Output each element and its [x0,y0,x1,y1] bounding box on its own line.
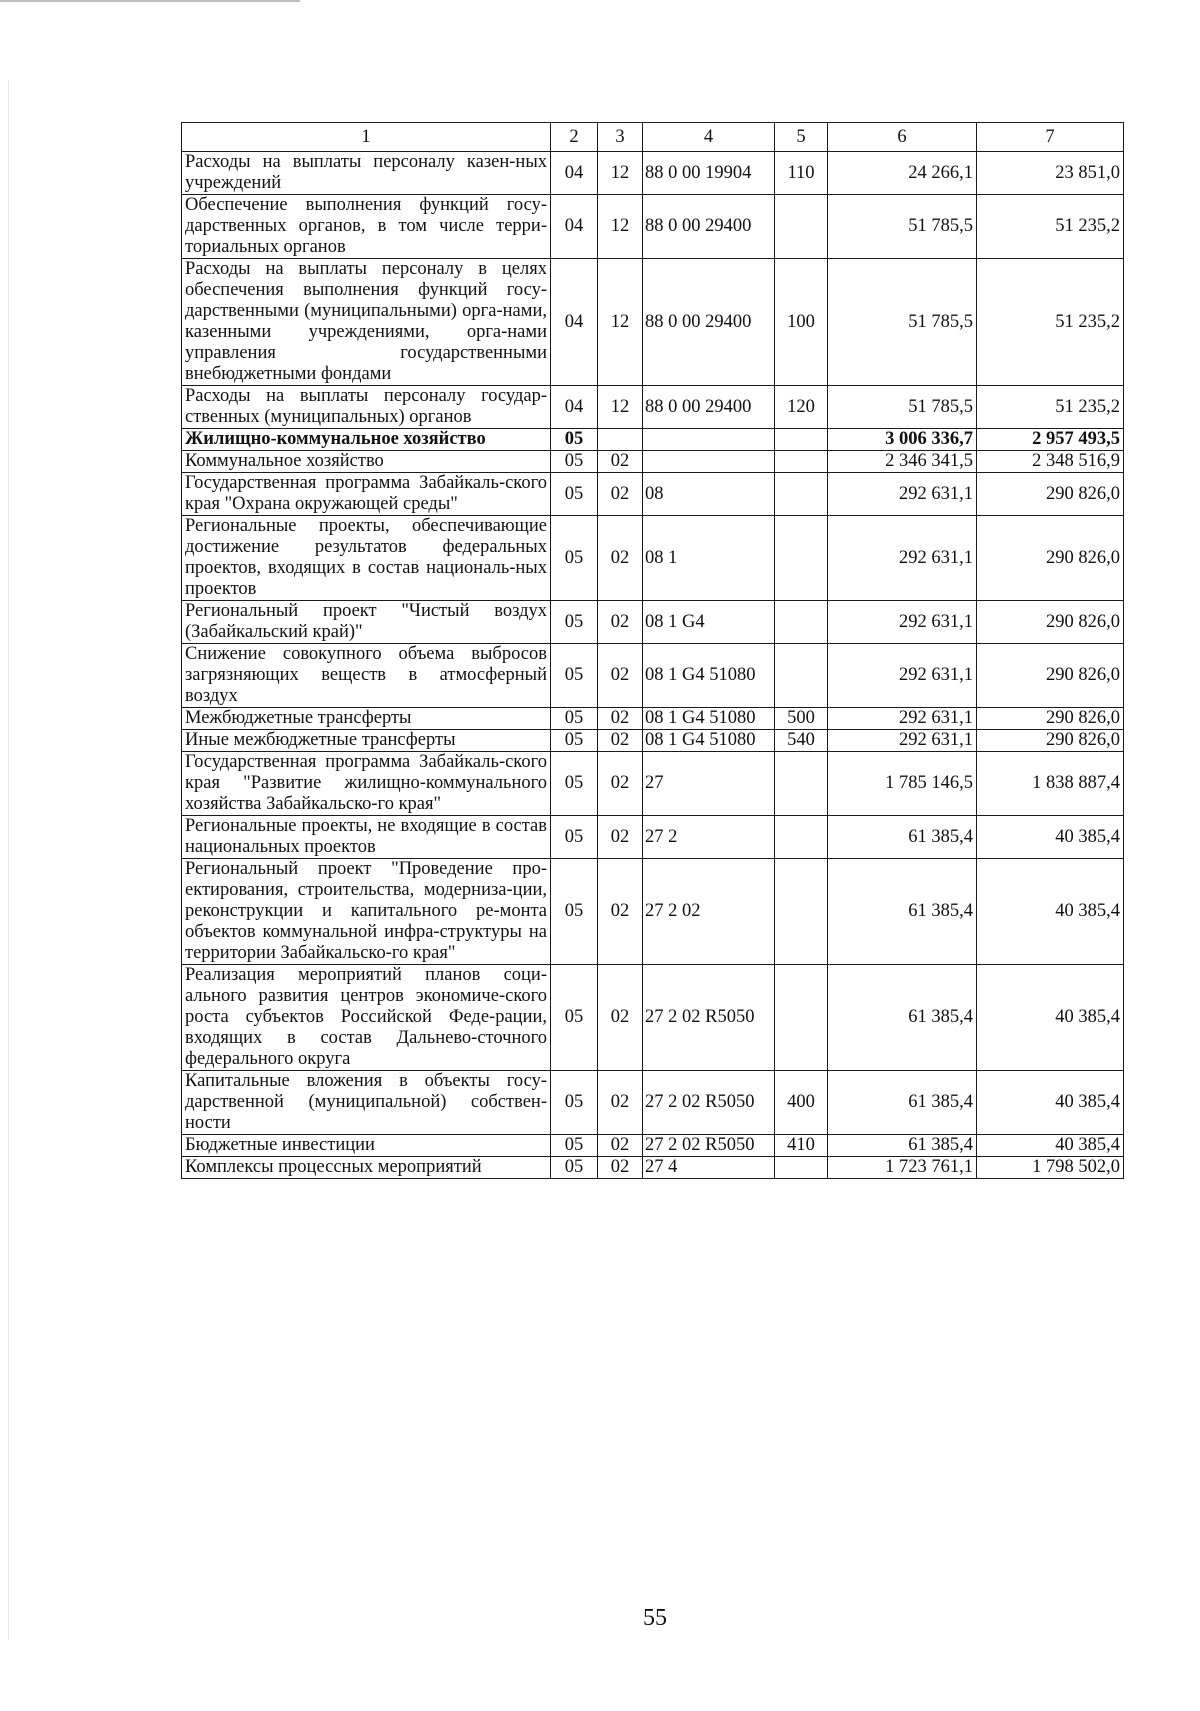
header-cell-7: 7 [977,123,1124,152]
cell-subsection: 12 [598,195,643,259]
cell-amount-year2: 290 826,0 [977,516,1124,601]
cell-section: 05 [551,473,598,516]
cell-section: 05 [551,601,598,644]
cell-section: 05 [551,730,598,752]
header-cell-2: 2 [551,123,598,152]
cell-name: Государственная программа Забайкаль-ского края "Развитие жилищно-коммунального хозяйства Забайкальско-го края" [182,752,551,816]
header-cell-6: 6 [828,123,977,152]
cell-section: 05 [551,752,598,816]
cell-name: Комплексы процессных мероприятий [182,1157,551,1179]
cell-amount-year1: 292 631,1 [828,601,977,644]
cell-section: 04 [551,152,598,195]
cell-expense-type: 120 [775,386,828,429]
cell-section: 05 [551,516,598,601]
cell-section: 05 [551,1135,598,1157]
cell-amount-year2: 51 235,2 [977,259,1124,386]
cell-subsection: 02 [598,708,643,730]
cell-amount-year1: 51 785,5 [828,259,977,386]
cell-target-article: 27 [643,752,775,816]
scan-edge-top [0,0,300,2]
cell-name: Региональные проекты, обеспечивающие достижение результатов федеральных проектов, входящих в состав националь-ных проектов [182,516,551,601]
cell-amount-year2: 51 235,2 [977,195,1124,259]
cell-amount-year1: 3 006 336,7 [828,429,977,451]
cell-expense-type: 500 [775,708,828,730]
cell-target-article [643,429,775,451]
table-row [182,152,1124,195]
cell-name: Расходы на выплаты персоналу государ-ственных (муниципальных) органов [182,386,551,429]
table-row [182,473,1124,516]
cell-expense-type [775,429,828,451]
cell-target-article: 27 2 02 [643,859,775,965]
table-row [182,816,1124,859]
cell-amount-year2: 290 826,0 [977,708,1124,730]
cell-amount-year1: 61 385,4 [828,816,977,859]
cell-expense-type [775,752,828,816]
cell-target-article: 27 4 [643,1157,775,1179]
cell-name: Снижение совокупного объема выбросов загрязняющих веществ в атмосферный воздух [182,644,551,708]
cell-amount-year2: 40 385,4 [977,1071,1124,1135]
cell-expense-type [775,1157,828,1179]
cell-subsection: 02 [598,730,643,752]
cell-expense-type [775,451,828,473]
cell-name: Обеспечение выполнения функций госу-дарственных органов, в том числе терри-ториальных органов [182,195,551,259]
cell-amount-year1: 2 346 341,5 [828,451,977,473]
cell-subsection: 02 [598,516,643,601]
cell-section: 05 [551,644,598,708]
cell-subsection: 02 [598,816,643,859]
cell-subsection [598,429,643,451]
cell-name: Бюджетные инвестиции [182,1135,551,1157]
table-row [182,601,1124,644]
cell-expense-type [775,473,828,516]
cell-name: Региональный проект "Чистый воздух (Забайкальский край)" [182,601,551,644]
cell-amount-year2: 40 385,4 [977,965,1124,1071]
cell-target-article [643,451,775,473]
page-number: 55 [643,1605,667,1631]
table-row [182,1071,1124,1135]
table-row [182,752,1124,816]
cell-section: 05 [551,1157,598,1179]
cell-section: 05 [551,451,598,473]
table-row [182,1135,1124,1157]
cell-subsection: 02 [598,965,643,1071]
cell-target-article: 08 1 [643,516,775,601]
header-cell-3: 3 [598,123,643,152]
cell-amount-year2: 1 798 502,0 [977,1157,1124,1179]
cell-amount-year1: 61 385,4 [828,859,977,965]
cell-amount-year1: 24 266,1 [828,152,977,195]
cell-subsection: 02 [598,601,643,644]
cell-section: 04 [551,259,598,386]
cell-amount-year2: 2 957 493,5 [977,429,1124,451]
cell-expense-type: 400 [775,1071,828,1135]
cell-expense-type [775,644,828,708]
table-row [182,516,1124,601]
cell-expense-type: 540 [775,730,828,752]
cell-amount-year2: 290 826,0 [977,730,1124,752]
table-row [182,451,1124,473]
cell-amount-year1: 1 723 761,1 [828,1157,977,1179]
table-row [182,708,1124,730]
cell-name: Расходы на выплаты персоналу казен-ных учреждений [182,152,551,195]
cell-section: 05 [551,965,598,1071]
cell-name: Жилищно-коммунальное хозяйство [182,429,551,451]
cell-section: 05 [551,1071,598,1135]
table-row [182,429,1124,451]
cell-expense-type [775,816,828,859]
cell-amount-year2: 2 348 516,9 [977,451,1124,473]
cell-amount-year1: 51 785,5 [828,195,977,259]
table-row [182,730,1124,752]
cell-amount-year1: 61 385,4 [828,965,977,1071]
cell-section: 05 [551,429,598,451]
cell-section: 04 [551,195,598,259]
cell-target-article: 08 [643,473,775,516]
cell-amount-year1: 61 385,4 [828,1071,977,1135]
cell-expense-type [775,516,828,601]
cell-amount-year2: 290 826,0 [977,644,1124,708]
cell-name: Коммунальное хозяйство [182,451,551,473]
table-body [182,123,1124,1179]
table-row [182,259,1124,386]
cell-name: Межбюджетные трансферты [182,708,551,730]
cell-expense-type [775,859,828,965]
cell-amount-year2: 40 385,4 [977,1135,1124,1157]
cell-target-article: 27 2 02 R5050 [643,1135,775,1157]
cell-target-article: 27 2 [643,816,775,859]
cell-amount-year2: 290 826,0 [977,601,1124,644]
cell-expense-type [775,965,828,1071]
header-cell-5: 5 [775,123,828,152]
cell-amount-year2: 1 838 887,4 [977,752,1124,816]
budget-table [181,122,1124,1179]
cell-target-article: 88 0 00 29400 [643,195,775,259]
cell-name: Государственная программа Забайкаль-ского края "Охрана окружающей среды" [182,473,551,516]
cell-subsection: 12 [598,152,643,195]
header-row [182,123,1124,152]
cell-target-article: 08 1 G4 51080 [643,644,775,708]
table-row [182,644,1124,708]
cell-expense-type: 100 [775,259,828,386]
cell-section: 04 [551,386,598,429]
cell-target-article: 88 0 00 29400 [643,386,775,429]
cell-name: Иные межбюджетные трансферты [182,730,551,752]
cell-subsection: 02 [598,752,643,816]
cell-amount-year1: 292 631,1 [828,708,977,730]
cell-name: Капитальные вложения в объекты госу-дарственной (муниципальной) собствен-ности [182,1071,551,1135]
cell-subsection: 02 [598,451,643,473]
cell-amount-year2: 40 385,4 [977,816,1124,859]
cell-section: 05 [551,708,598,730]
scan-edge-left [8,80,9,1640]
cell-subsection: 02 [598,1071,643,1135]
cell-amount-year1: 61 385,4 [828,1135,977,1157]
cell-target-article: 08 1 G4 51080 [643,708,775,730]
cell-target-article: 88 0 00 29400 [643,259,775,386]
cell-expense-type: 410 [775,1135,828,1157]
cell-expense-type [775,195,828,259]
table-row [182,1157,1124,1179]
cell-subsection: 02 [598,644,643,708]
cell-subsection: 02 [598,473,643,516]
cell-amount-year1: 292 631,1 [828,516,977,601]
cell-name: Региональный проект "Проведение про-ектирования, строительства, модерниза-ции, реконструкции и капитального ре-монта объектов коммунальной инфра-структуры на территории Забайкальско-го края" [182,859,551,965]
header-cell-1: 1 [182,123,551,152]
cell-name: Расходы на выплаты персоналу в целях обеспечения выполнения функций госу-дарственными (муниципальными) орга-нами, казенными учреждениями, орга-нами управления государственными внебюджетными фондами [182,259,551,386]
table-row [182,965,1124,1071]
cell-amount-year2: 290 826,0 [977,473,1124,516]
cell-amount-year2: 51 235,2 [977,386,1124,429]
table-row [182,859,1124,965]
header-cell-4: 4 [643,123,775,152]
cell-subsection: 02 [598,859,643,965]
table-row [182,195,1124,259]
cell-expense-type: 110 [775,152,828,195]
cell-amount-year2: 40 385,4 [977,859,1124,965]
cell-subsection: 02 [598,1135,643,1157]
cell-subsection: 12 [598,259,643,386]
cell-section: 05 [551,859,598,965]
cell-target-article: 08 1 G4 [643,601,775,644]
cell-name: Региональные проекты, не входящие в состав национальных проектов [182,816,551,859]
table-row [182,386,1124,429]
cell-amount-year1: 51 785,5 [828,386,977,429]
cell-target-article: 08 1 G4 51080 [643,730,775,752]
cell-name: Реализация мероприятий планов соци-ального развития центров экономиче-ского роста субъектов Российской Феде-рации, входящих в состав Дальнево-сточного федерального округа [182,965,551,1071]
cell-amount-year1: 292 631,1 [828,473,977,516]
cell-expense-type [775,601,828,644]
cell-section: 05 [551,816,598,859]
cell-target-article: 27 2 02 R5050 [643,1071,775,1135]
cell-amount-year1: 1 785 146,5 [828,752,977,816]
cell-subsection: 12 [598,386,643,429]
cell-amount-year2: 23 851,0 [977,152,1124,195]
cell-target-article: 27 2 02 R5050 [643,965,775,1071]
cell-subsection: 02 [598,1157,643,1179]
cell-amount-year1: 292 631,1 [828,644,977,708]
cell-amount-year1: 292 631,1 [828,730,977,752]
cell-target-article: 88 0 00 19904 [643,152,775,195]
